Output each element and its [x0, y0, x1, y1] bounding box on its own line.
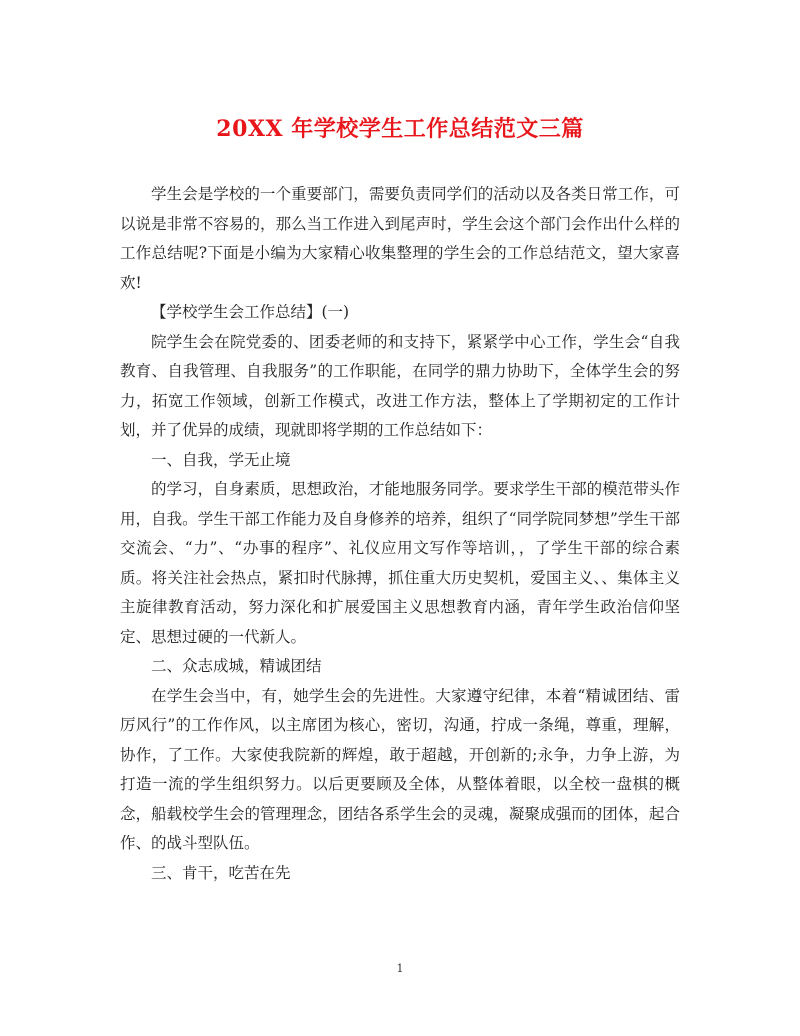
document-title: 20XX 年学校学生工作总结范文三篇: [216, 116, 584, 142]
summary-paragraph: 院学生会在院党委的、团委老师的和支持下，紧紧学中心工作，学生会“自我教育、自我管理、自我服务”的工作职能，在同学的鼎力协助下，全体学生会的努力，拓宽工作领域，创新工作模式，改进工作方法，整体上了学期初定的工作计划，并了优异的成绩，现就即将学期的工作总结如下：: [120, 332, 680, 439]
section-heading-part-one: 【学校学生会工作总结】(一): [151, 303, 350, 321]
intro-paragraph: 学生会是学校的一个重要部门，需要负责同学们的活动以及各类日常工作，可以说是非常不容易的，那么当工作进入到尾声时，学生会这个部门会作出什么样的工作总结呢?下面是小编为大家精心收集整理的学生会的工作总结范文，望大家喜欢!: [120, 185, 680, 292]
subheading-two: 二、众志成城，精诚团结: [151, 657, 322, 675]
subheading-three: 三、肯干，吃苦在先: [151, 863, 291, 882]
page-number: 1: [396, 962, 404, 975]
paragraph-unity: 在学生会当中，有，她学生会的先进性。大家遵守纪律，本着“精诚团结、雷厉风行”的工作作风，以主席团为核心，密切，沟通，拧成一条绳，尊重，理解，协作，了工作。大家使我院新的辉煌，敢于超越，开创新的;永争，力争上游，为打造一流的学生组织努力。以后更要顾及全体，从整体着眼，以全校一盘棋的概念，船载校学生会的管理理念，团结各系学生会的灵魂，凝聚成强而的团体，起合作、的战斗型队伍。: [120, 686, 680, 852]
subheading-one: 一、自我，学无止境: [151, 450, 291, 469]
document-body: [120, 180, 680, 888]
paragraph-self-improvement: 的学习，自身素质，思想政治，才能地服务同学。要求学生干部的模范带头作用，自我。学生干部工作能力及自身修养的培养，组织了“同学院同梦想”学生干部交流会、“力”、“办事的程序”、礼仪应用文写作等培训，，了学生干部的综合素质。将关注社会热点，紧扣时代脉搏，抓住重大历史契机，爱国主义、、集体主义主旋律教育活动，努力深化和扩展爱国主义思想教育内涵，青年学生政治信仰坚定、思想过硬的一代新人。: [120, 480, 680, 646]
